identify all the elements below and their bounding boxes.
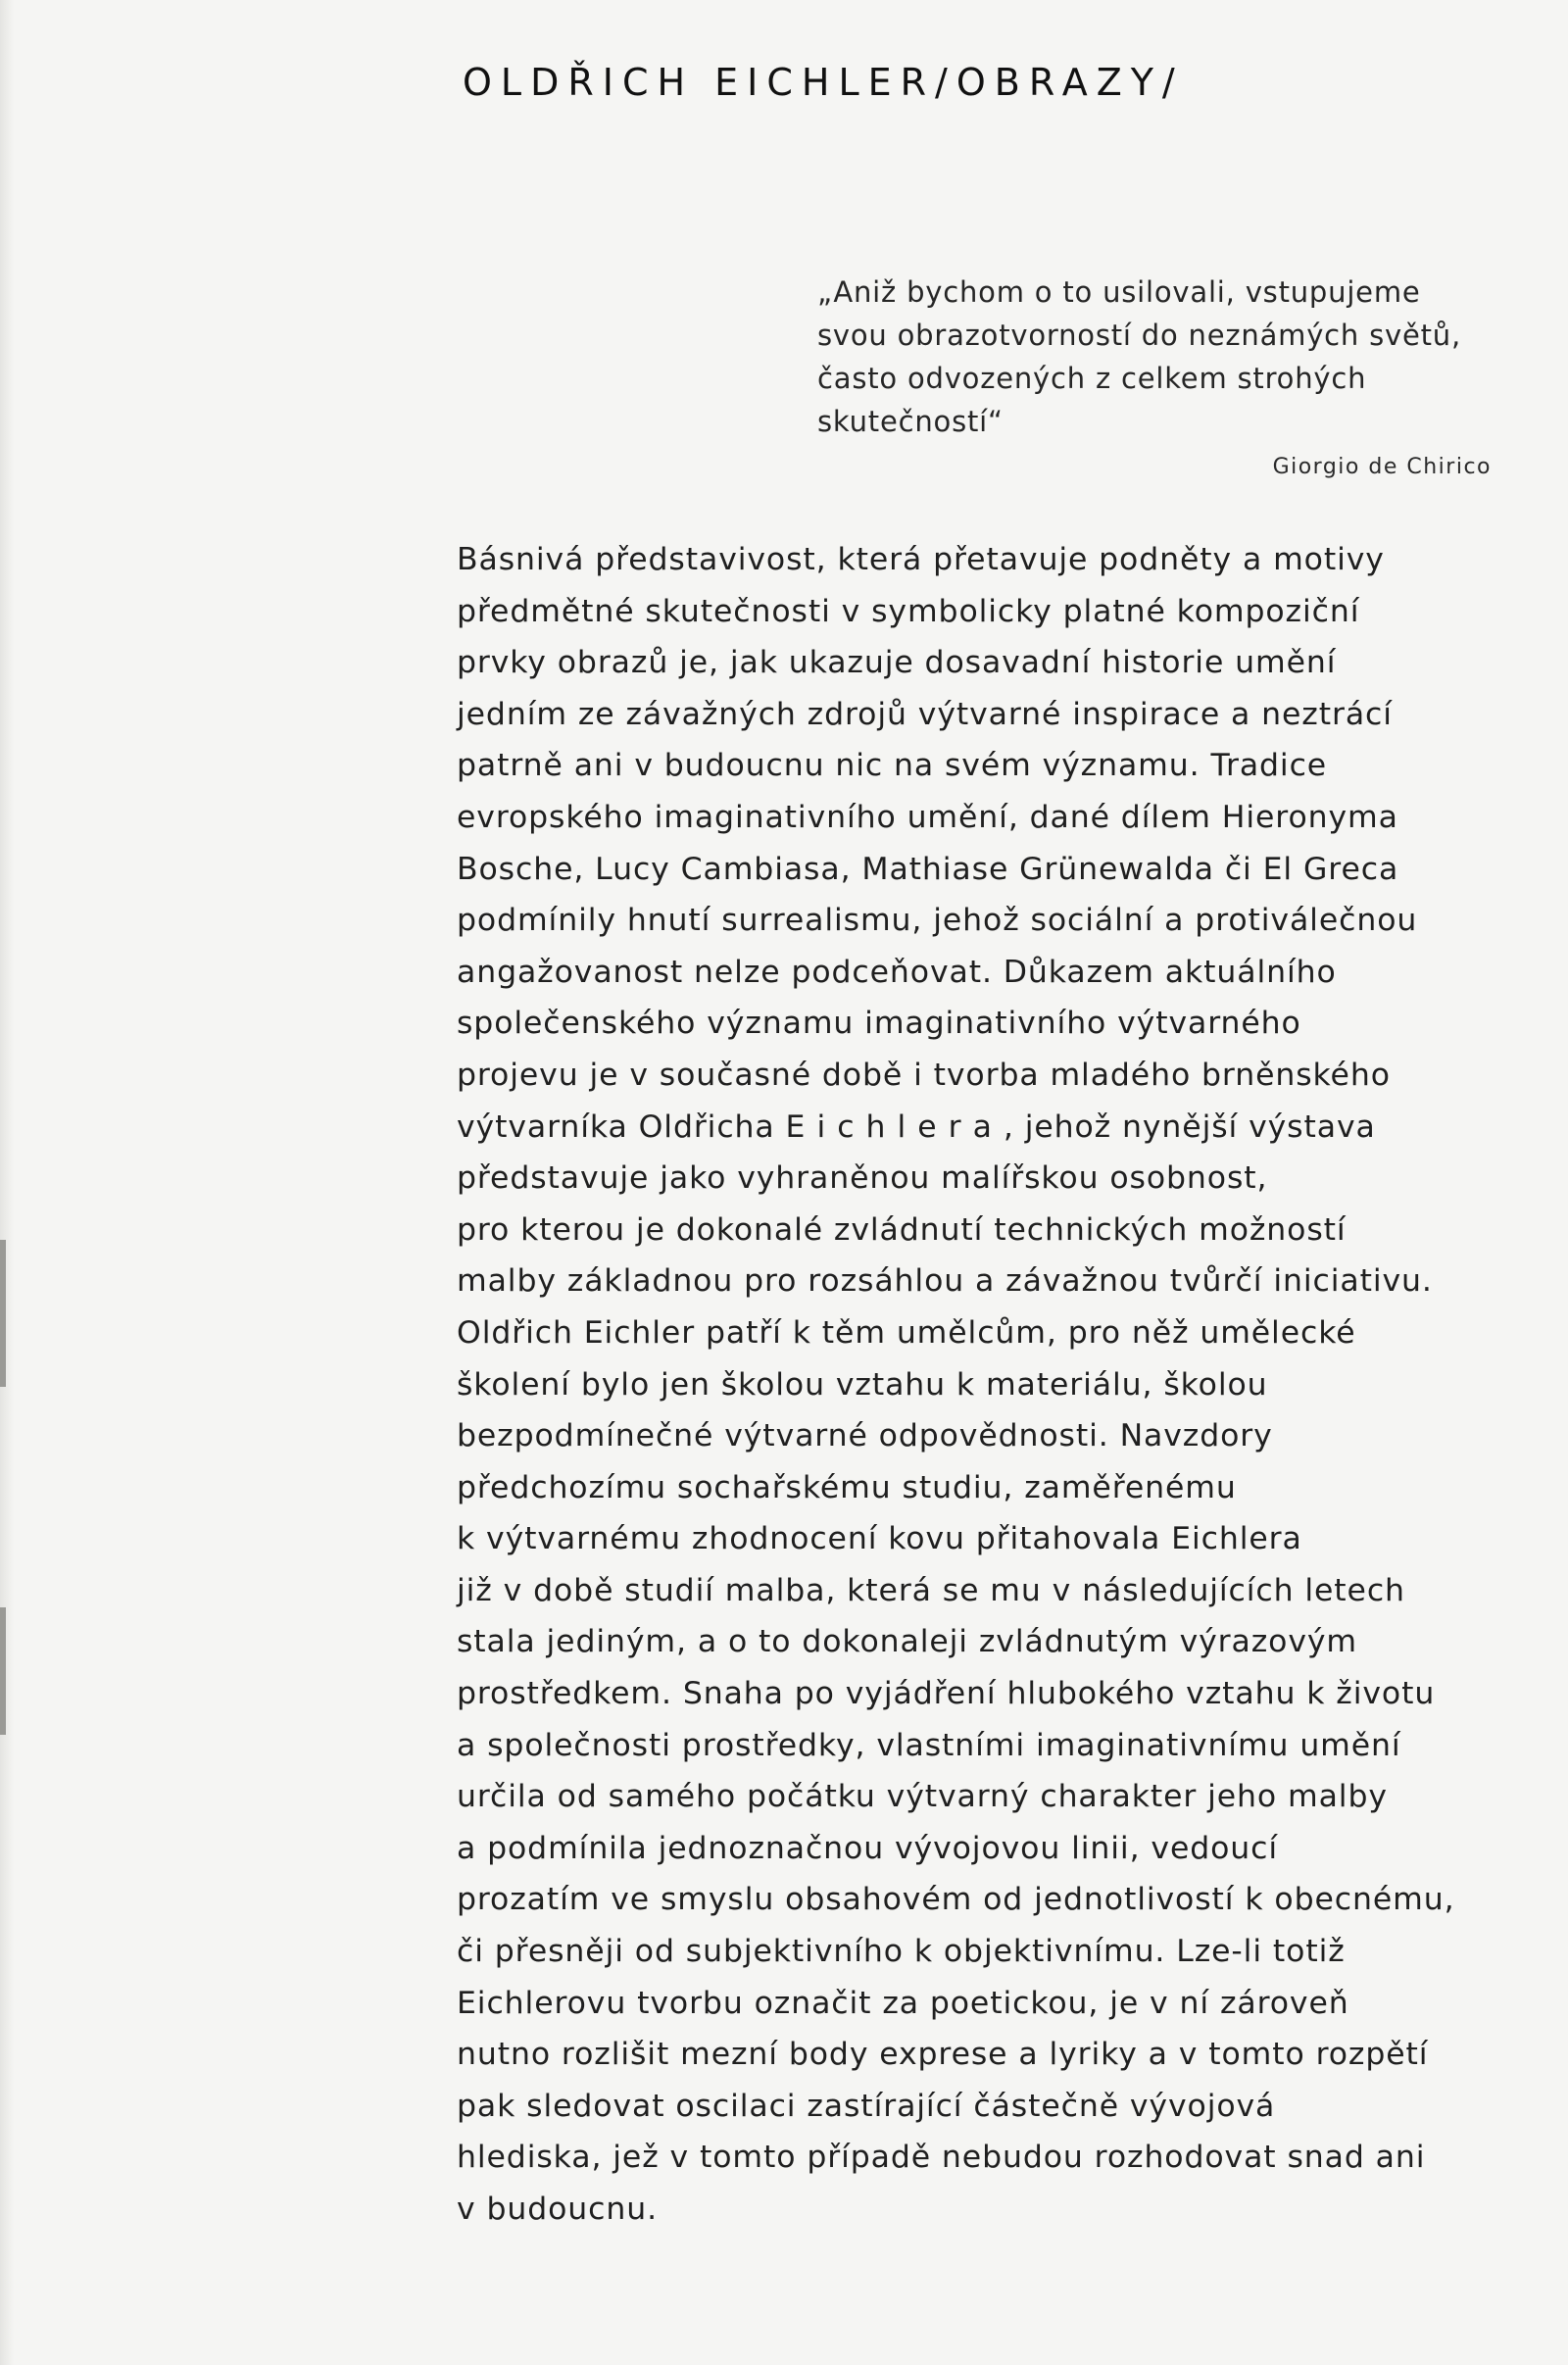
- body-line: nutno rozlišit mezní body exprese a lyriky a v tomto rozpětí: [457, 2037, 1429, 2073]
- body-text: [457, 534, 1495, 2236]
- body-line: školení bylo jen školou vztahu k materiálu, školou: [457, 1366, 1268, 1403]
- body-line: Básnivá představivost, která přetavuje podněty a motivy: [457, 542, 1385, 577]
- body-line: evropského imaginativního umění, dané dílem Hieronyma: [457, 799, 1398, 835]
- body-line: a společnosti prostředky, vlastními imaginativnímu umění: [457, 1727, 1401, 1763]
- body-line: prvky obrazů je, jak ukazuje dosavadní historie umění: [457, 645, 1337, 681]
- body-line: stala jediným, a o to dokonaleji zvládnutým výrazovým: [457, 1624, 1357, 1660]
- body-line-text: výtvarníka Oldřicha: [457, 1109, 786, 1145]
- page-edge: [0, 0, 14, 2365]
- body-line: předchozímu sochařskému studiu, zaměřenému: [457, 1469, 1237, 1505]
- binding-mark-lower: [0, 1607, 6, 1735]
- body-line: pro kterou je dokonalé zvládnutí technických možností: [457, 1211, 1347, 1248]
- body-line-text: , jehož nynější výstava: [1003, 1109, 1376, 1145]
- epigraph-line: „Aniž bychom o to usilovali, vstupujeme: [817, 275, 1421, 309]
- artist-name-spaced: Eichlera: [785, 1109, 1004, 1145]
- page-title: OLDŘICH EICHLER/OBRAZY/: [463, 61, 1184, 104]
- body-line: společenského významu imaginativního výtvarného: [457, 1006, 1301, 1042]
- epigraph-author: Giorgio de Chirico: [1272, 455, 1492, 479]
- body-line: hlediska, jež v tomto případě nebudou rozhodovat snad ani: [457, 2140, 1426, 2176]
- epigraph-quote: [817, 271, 1503, 443]
- body-line: určila od samého počátku výtvarný charakter jeho malby: [457, 1779, 1388, 1815]
- body-line: pak sledovat oscilaci zastírající částečně vývojová: [457, 2088, 1276, 2124]
- body-line: projevu je v současné době i tvorba mladého brněnského: [457, 1057, 1391, 1093]
- body-line: prostředkem. Snaha po vyjádření hlubokého vztahu k životu: [457, 1676, 1436, 1712]
- body-line: předmětné skutečnosti v symbolicky platné kompoziční: [457, 593, 1360, 629]
- epigraph-line: svou obrazotvorností do neznámých světů,: [817, 319, 1461, 352]
- body-line: Oldřich Eichler patří k těm umělcům, pro něž umělecké: [457, 1314, 1356, 1351]
- body-line: či přesněji od subjektivního k objektivnímu. Lze-li totiž: [457, 1934, 1346, 1970]
- body-line: Eichlerovu tvorbu označit za poetickou, je v ní zároveň: [457, 1985, 1349, 2021]
- body-line-artist-name: [457, 1102, 1495, 1154]
- body-line: podmínily hnutí surrealismu, jehož sociální a protiválečnou: [457, 903, 1418, 939]
- binding-mark-upper: [0, 1240, 6, 1387]
- body-line: malby základnou pro rozsáhlou a závažnou tvůrčí iniciativu.: [457, 1263, 1433, 1300]
- body-line: bezpodmínečné výtvarné odpovědnosti. Navzdory: [457, 1418, 1273, 1454]
- body-line: Bosche, Lucy Cambiasa, Mathiase Grünewalda či El Greca: [457, 851, 1399, 887]
- body-line: a podmínila jednoznačnou vývojovou linii, vedoucí: [457, 1830, 1279, 1866]
- body-line: angažovanost nelze podceňovat. Důkazem aktuálního: [457, 954, 1337, 990]
- body-line: jedním ze závažných zdrojů výtvarné inspirace a neztrácí: [457, 696, 1393, 732]
- epigraph-line: často odvozených z celkem strohých: [817, 362, 1367, 395]
- body-line: k výtvarnému zhodnocení kovu přitahovala Eichlera: [457, 1521, 1302, 1557]
- body-line: představuje jako vyhraněnou malířskou osobnost,: [457, 1160, 1268, 1197]
- body-line: patrně ani v budoucnu nic na svém významu. Tradice: [457, 748, 1328, 784]
- body-line: v budoucnu.: [457, 2192, 659, 2227]
- body-line: již v době studií malba, která se mu v následujících letech: [457, 1572, 1405, 1608]
- body-line: prozatím ve smyslu obsahovém od jednotlivostí k obecnému,: [457, 1882, 1455, 1918]
- epigraph-line: skutečností“: [817, 405, 1004, 438]
